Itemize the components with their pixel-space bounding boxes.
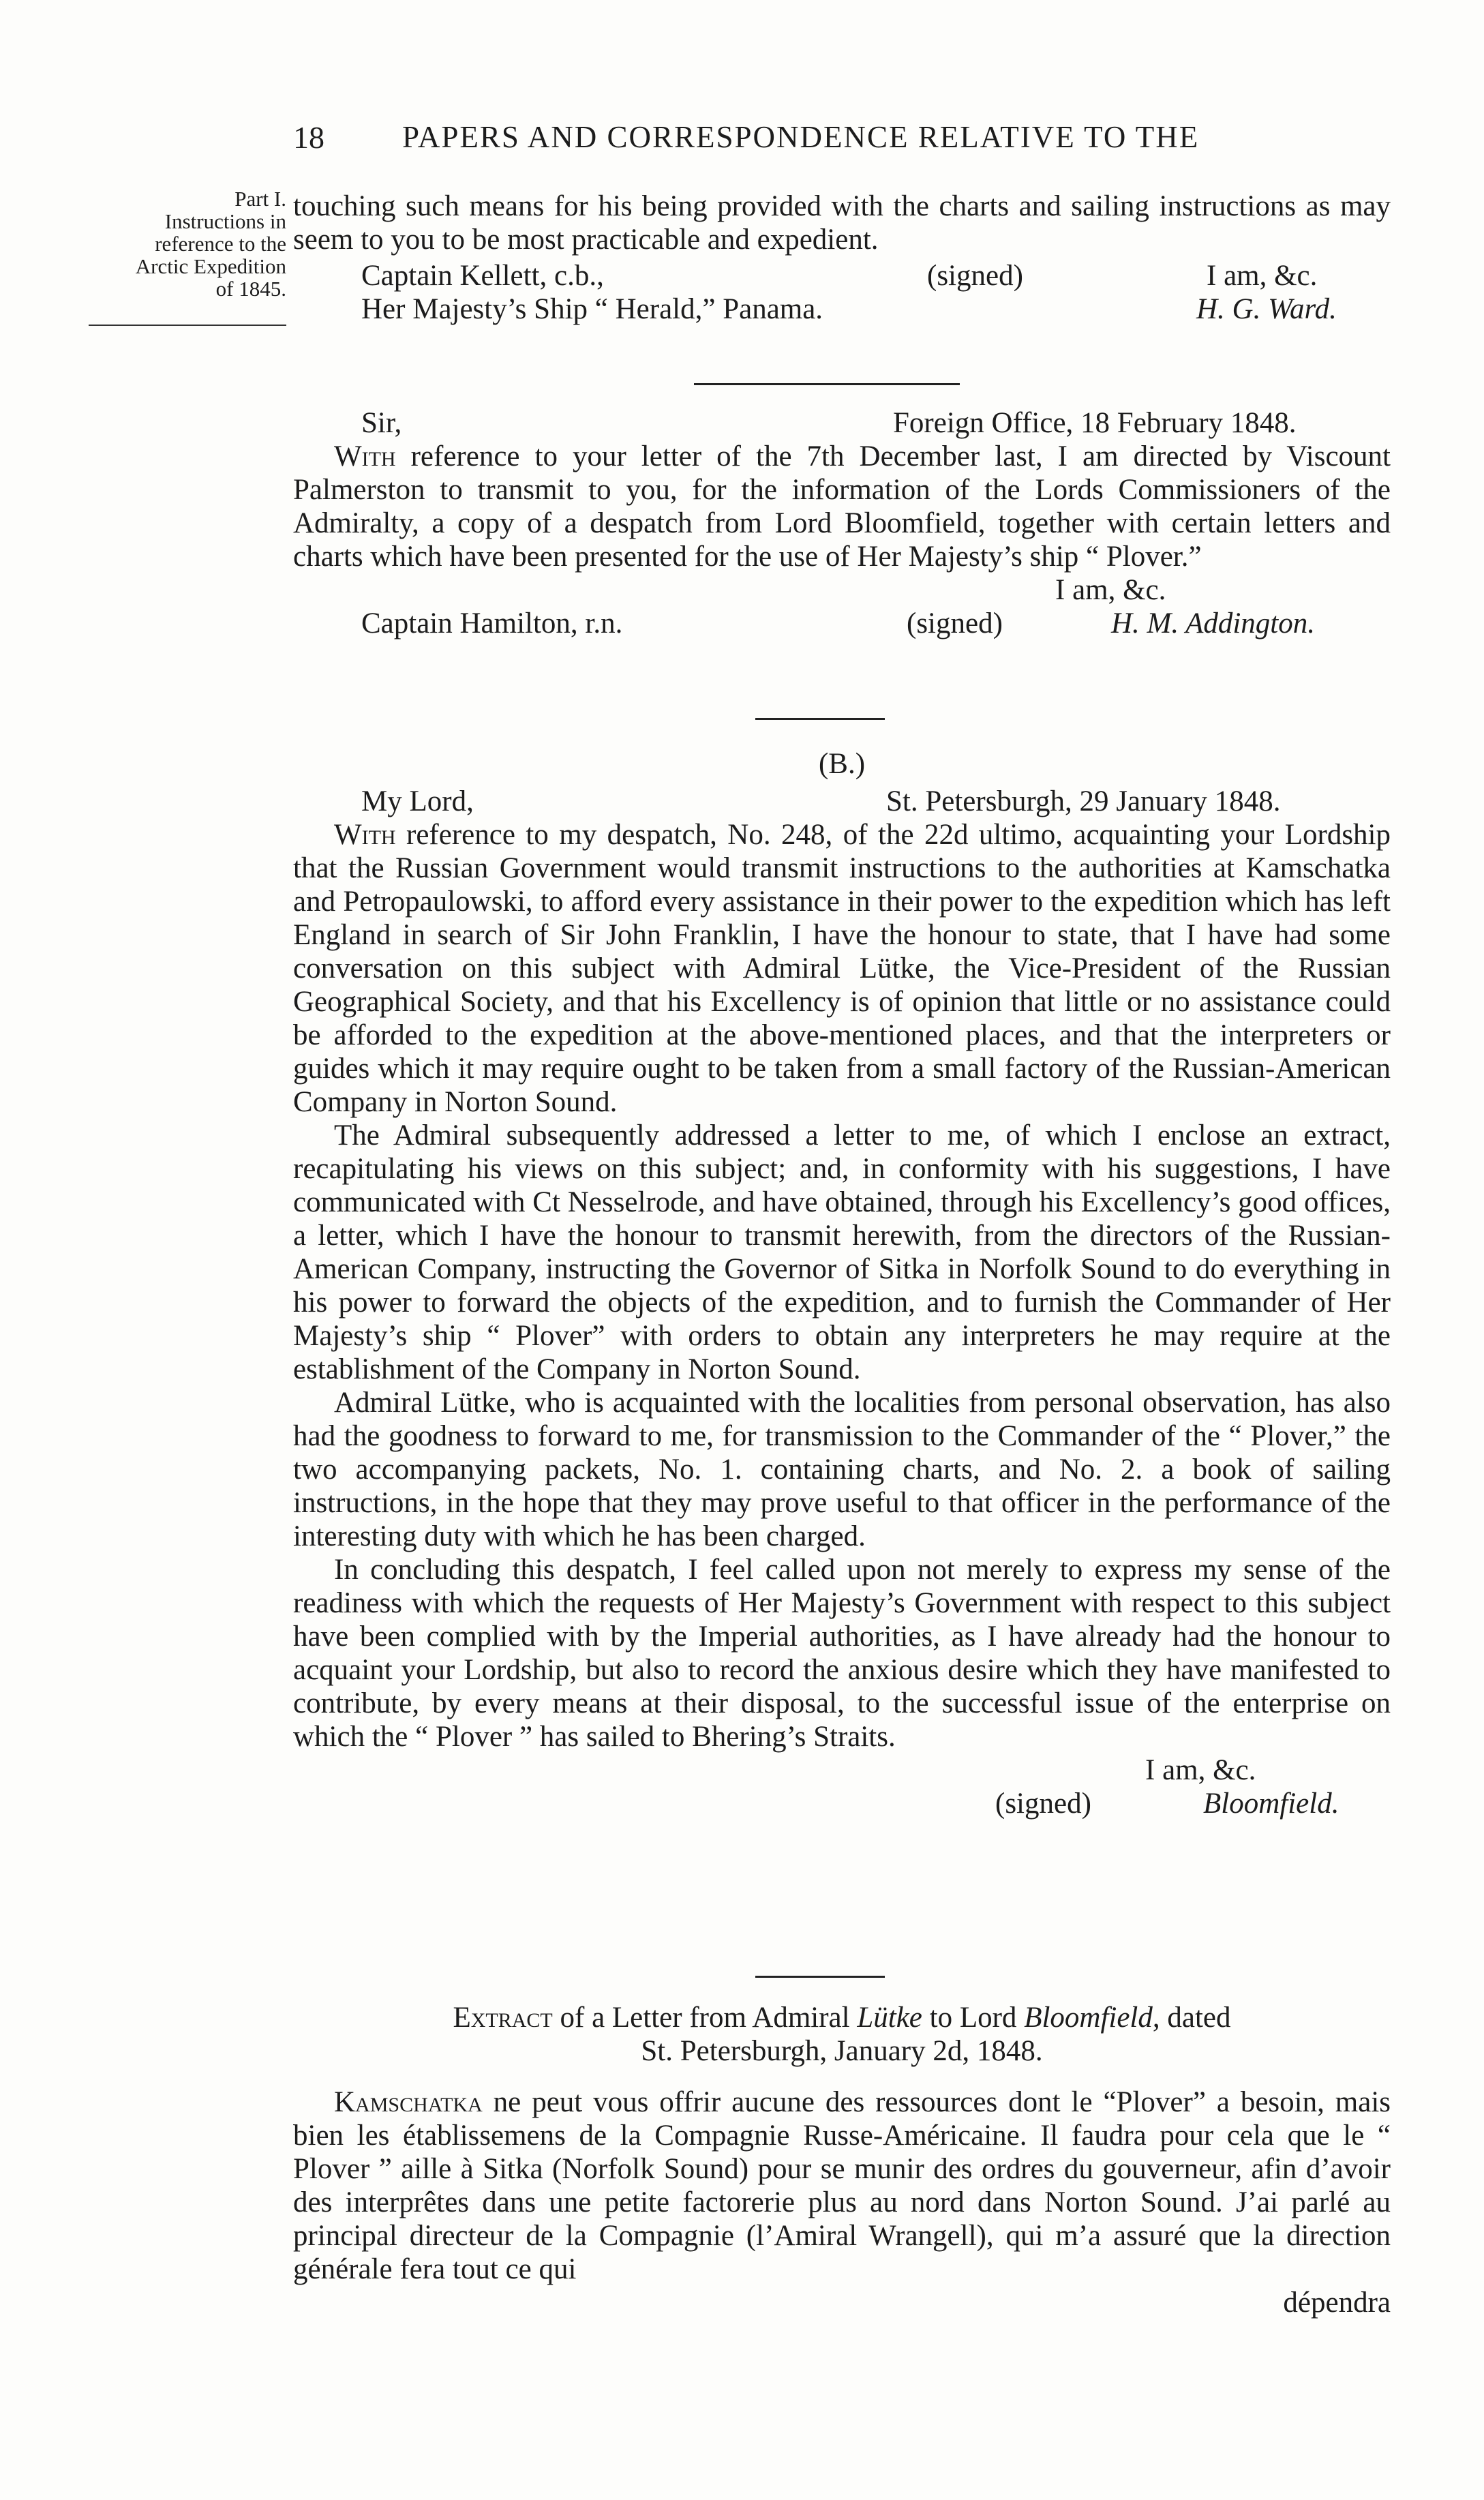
- extract-title-word: Extract: [453, 2002, 553, 2034]
- catchword: dépendra: [1283, 2287, 1391, 2319]
- sidenote-line: Arctic Expedition: [135, 254, 286, 278]
- letter-paragraph: In concluding this despatch, I feel called upon not merely to express my sense of the readiness with which the requests of Her Majesty’s Government with respect to this subject have been complied with by the Imperial authorities, as I have already had the honour to acquaint your Lordship, but also to record the anxious desire which they have manifested to contribute, by every means at their disposal, to the successful issue of the enterprise on which the “ Plover ” has sailed to Bhering’s Straits.: [293, 1554, 1391, 1753]
- signature-row: [293, 607, 1391, 640]
- closing: I am, &c.: [1207, 260, 1318, 292]
- letter-bloomfield: [293, 747, 1391, 1820]
- extract-title-name: Lütke: [857, 2002, 922, 2034]
- running-head: PAPERS AND CORRESPONDENCE RELATIVE TO THE: [402, 120, 1200, 154]
- salutation: Sir,: [361, 407, 402, 439]
- salutation-row: [293, 406, 1391, 440]
- letter-body-text: reference to your letter of the 7th December last, I am directed by Viscount Palmerston to transmit to you, for the information of the Lords Commissioners of the Admiralty, a copy of a despatch from Lord Bloomfield, together with certain letters and charts which have been presented for the use of Her Majesty’s ship “ Plover.”: [293, 440, 1391, 573]
- signed-label: (signed): [907, 607, 1003, 639]
- signatory: Bloomfield.: [1203, 1788, 1339, 1820]
- signed-label: (signed): [995, 1788, 1091, 1820]
- salutation: My Lord,: [361, 785, 474, 817]
- sidenote-line: Instructions in: [164, 209, 286, 233]
- opening-word: With: [334, 819, 396, 851]
- extract-title-name: Bloomfield: [1024, 2002, 1153, 2034]
- extract-title-text: , dated: [1152, 2002, 1231, 2034]
- addressee-ship: Her Majesty’s Ship “ Herald,” Panama.: [361, 293, 823, 325]
- extract-section: [293, 2001, 1391, 2319]
- sidenote-rule: [89, 325, 286, 326]
- extract-title-text: of a Letter from Admiral: [552, 2002, 858, 2034]
- letter-paragraph: The Admiral subsequently addressed a letter to me, of which I enclose an extract, recapitulating his views on this subject; and, in conformity with his suggestions, I have communicated with Ct Nesselrode, and have obtained, through his Excellency’s good offices, a letter, which I have the honour to transmit herewith, from the directors of the Russian-American Company, instructing the Governor of Sitka in Norfolk Sound to do everything in his power to forward the objects of the expedition, and to furnish the Commander of Her Majesty’s ship “ Plover” with orders to obtain any interpreters he may require at the establishment of the Company in Norton Sound.: [293, 1119, 1391, 1385]
- signature-row: [293, 259, 1391, 292]
- closing-row: [293, 573, 1391, 607]
- sidenote-line: reference to the: [155, 232, 286, 256]
- place-date: St. Petersburgh, 29 January 1848.: [886, 785, 1281, 817]
- salutation-row: [293, 785, 1391, 818]
- section-divider: [694, 383, 960, 385]
- letter-paragraph: Admiral Lütke, who is acquainted with the localities from personal observation, has also had the goodness to forward to me, for transmission to the Commander of the “ Plover,” the two accompanying packets, No. 1. containing charts, and No. 2. a book of sailing instructions, in the hope that they may prove useful to that officer in the performance of the interesting duty with which he has been charged.: [293, 1387, 1391, 1552]
- section-divider: [755, 718, 885, 720]
- sidenote-line: of 1845.: [215, 277, 286, 301]
- sidenote-line: Part I.: [234, 187, 286, 211]
- page-header: [293, 119, 1391, 167]
- addressee: Captain Hamilton, r.n.: [361, 607, 623, 639]
- margin-sidenote: [68, 187, 286, 326]
- closing: I am, &c.: [1055, 574, 1166, 606]
- letter-continuation: touching such means for his being provided with the charts and sailing instructions as may seem to you to be most practicable and expedient.: [293, 190, 1391, 256]
- page-number: 18: [293, 120, 324, 155]
- signatory: H. M. Addington.: [1111, 607, 1316, 639]
- opening-word: Kamschatka: [334, 2086, 483, 2118]
- section-divider: [755, 1976, 885, 1978]
- extract-body: [293, 2085, 1391, 2286]
- addressee: Captain Kellett, c.b.,: [361, 260, 604, 292]
- letter-addington: [293, 406, 1391, 640]
- extract-title-date: St. Petersburgh, January 2d, 1848.: [641, 2035, 1043, 2067]
- place-date: Foreign Office, 18 February 1848.: [893, 407, 1297, 439]
- letter-ward: [293, 190, 1391, 326]
- closing: I am, &c.: [1145, 1754, 1256, 1786]
- extract-title-text: to Lord: [922, 2002, 1025, 2034]
- enclosure-label: (B.): [818, 748, 866, 780]
- signature-row: [293, 292, 1391, 326]
- closing-row: [293, 1753, 1391, 1787]
- signed-label: (signed): [927, 260, 1023, 292]
- letter-body: [293, 440, 1391, 573]
- extract-title: [293, 2001, 1391, 2034]
- letter-paragraph: [293, 818, 1391, 1119]
- opening-word: With: [334, 440, 396, 472]
- paragraph-text: reference to my despatch, No. 248, of the 22d ultimo, acquainting your Lordship that the Russian Government would transmit instructions to the authorities at Kamschatka and Petropaulowski, to afford every assistance in their power to the expedition which has left England in search of Sir John Franklin, I have the honour to state, that I have had some conversation on this subject with Admiral Lütke, the Vice-President of the Russian Geographical Society, and that his Excellency is of opinion that little or no assistance could be afforded to the expedition at the above-mentioned places, and that the interpreters or guides which it may require ought to be taken from a small factory of the Russian-American Company in Norton Sound.: [293, 819, 1391, 1118]
- extract-body-text: ne peut vous offrir aucune des ressources dont le “Plover” a besoin, mais bien les établissemens de la Compagnie Russe-Américaine. Il faudra pour cela que le “ Plover ” aille à Sitka (Norfolk Sound) pour se munir des ordres du gouverneur, afin d’avoir des interprêtes dans une petite factorerie plus au nord dans Norton Sound. J’ai parlé au principal directeur de la Compagnie (l’Amiral Wrangell), qui m’a assuré que la direction générale fera tout ce qui: [293, 2086, 1391, 2285]
- signatory: H. G. Ward.: [1196, 293, 1337, 325]
- signature-row: [293, 1787, 1391, 1820]
